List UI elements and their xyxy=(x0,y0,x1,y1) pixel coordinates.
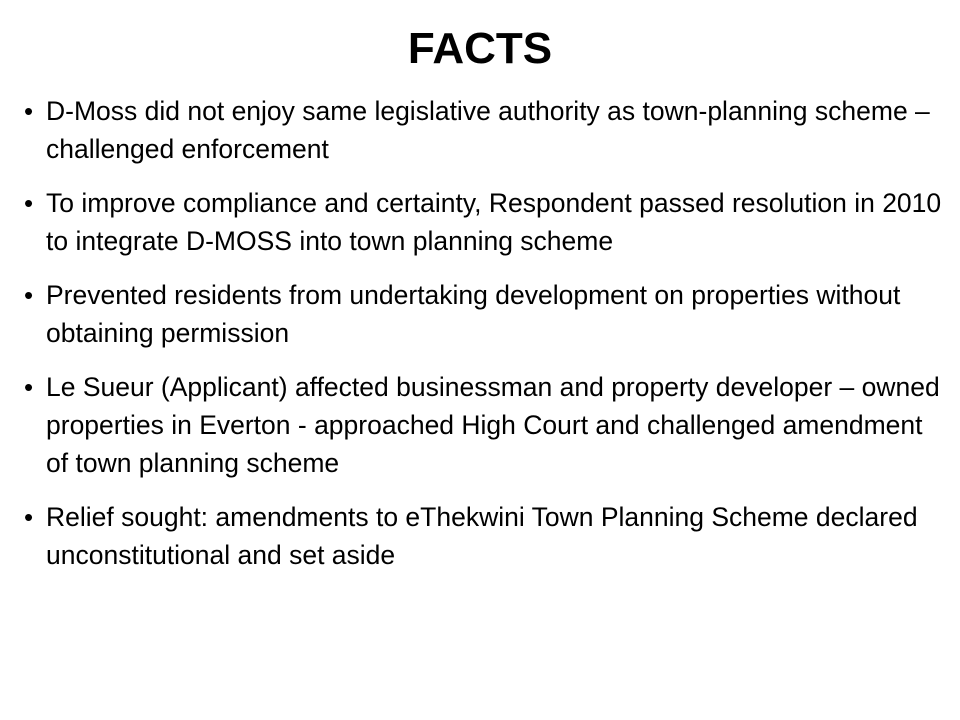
bullet-item xyxy=(24,276,944,352)
slide-title: FACTS xyxy=(407,24,553,73)
bullet-dot-icon: • xyxy=(24,372,34,402)
bullet-text: D-Moss did not enjoy same legislative authority as town-planning scheme – challenged enforcement xyxy=(46,96,930,164)
bullet-text: To improve compliance and certainty, Respondent passed resolution in 2010 to integrate D-MOSS into town planning scheme xyxy=(46,188,942,256)
bullet-item xyxy=(24,92,944,168)
bullet-dot-icon: • xyxy=(24,96,34,126)
bullet-dot-icon: • xyxy=(24,502,34,532)
bullet-item xyxy=(24,184,944,260)
bullet-text: Le Sueur (Applicant) affected businessman and property developer – owned properties in Everton - approached High Court and challenged amendment of town planning scheme xyxy=(46,372,940,478)
bullet-item xyxy=(24,368,944,482)
bullet-item xyxy=(24,498,944,574)
bullet-dot-icon: • xyxy=(24,280,34,310)
bullet-text: Relief sought: amendments to eThekwini Town Planning Scheme declared unconstitutional and set aside xyxy=(46,502,918,570)
bullet-text: Prevented residents from undertaking development on properties without obtaining permission xyxy=(46,280,901,348)
bullet-list xyxy=(24,92,944,590)
bullet-dot-icon: • xyxy=(24,188,34,218)
